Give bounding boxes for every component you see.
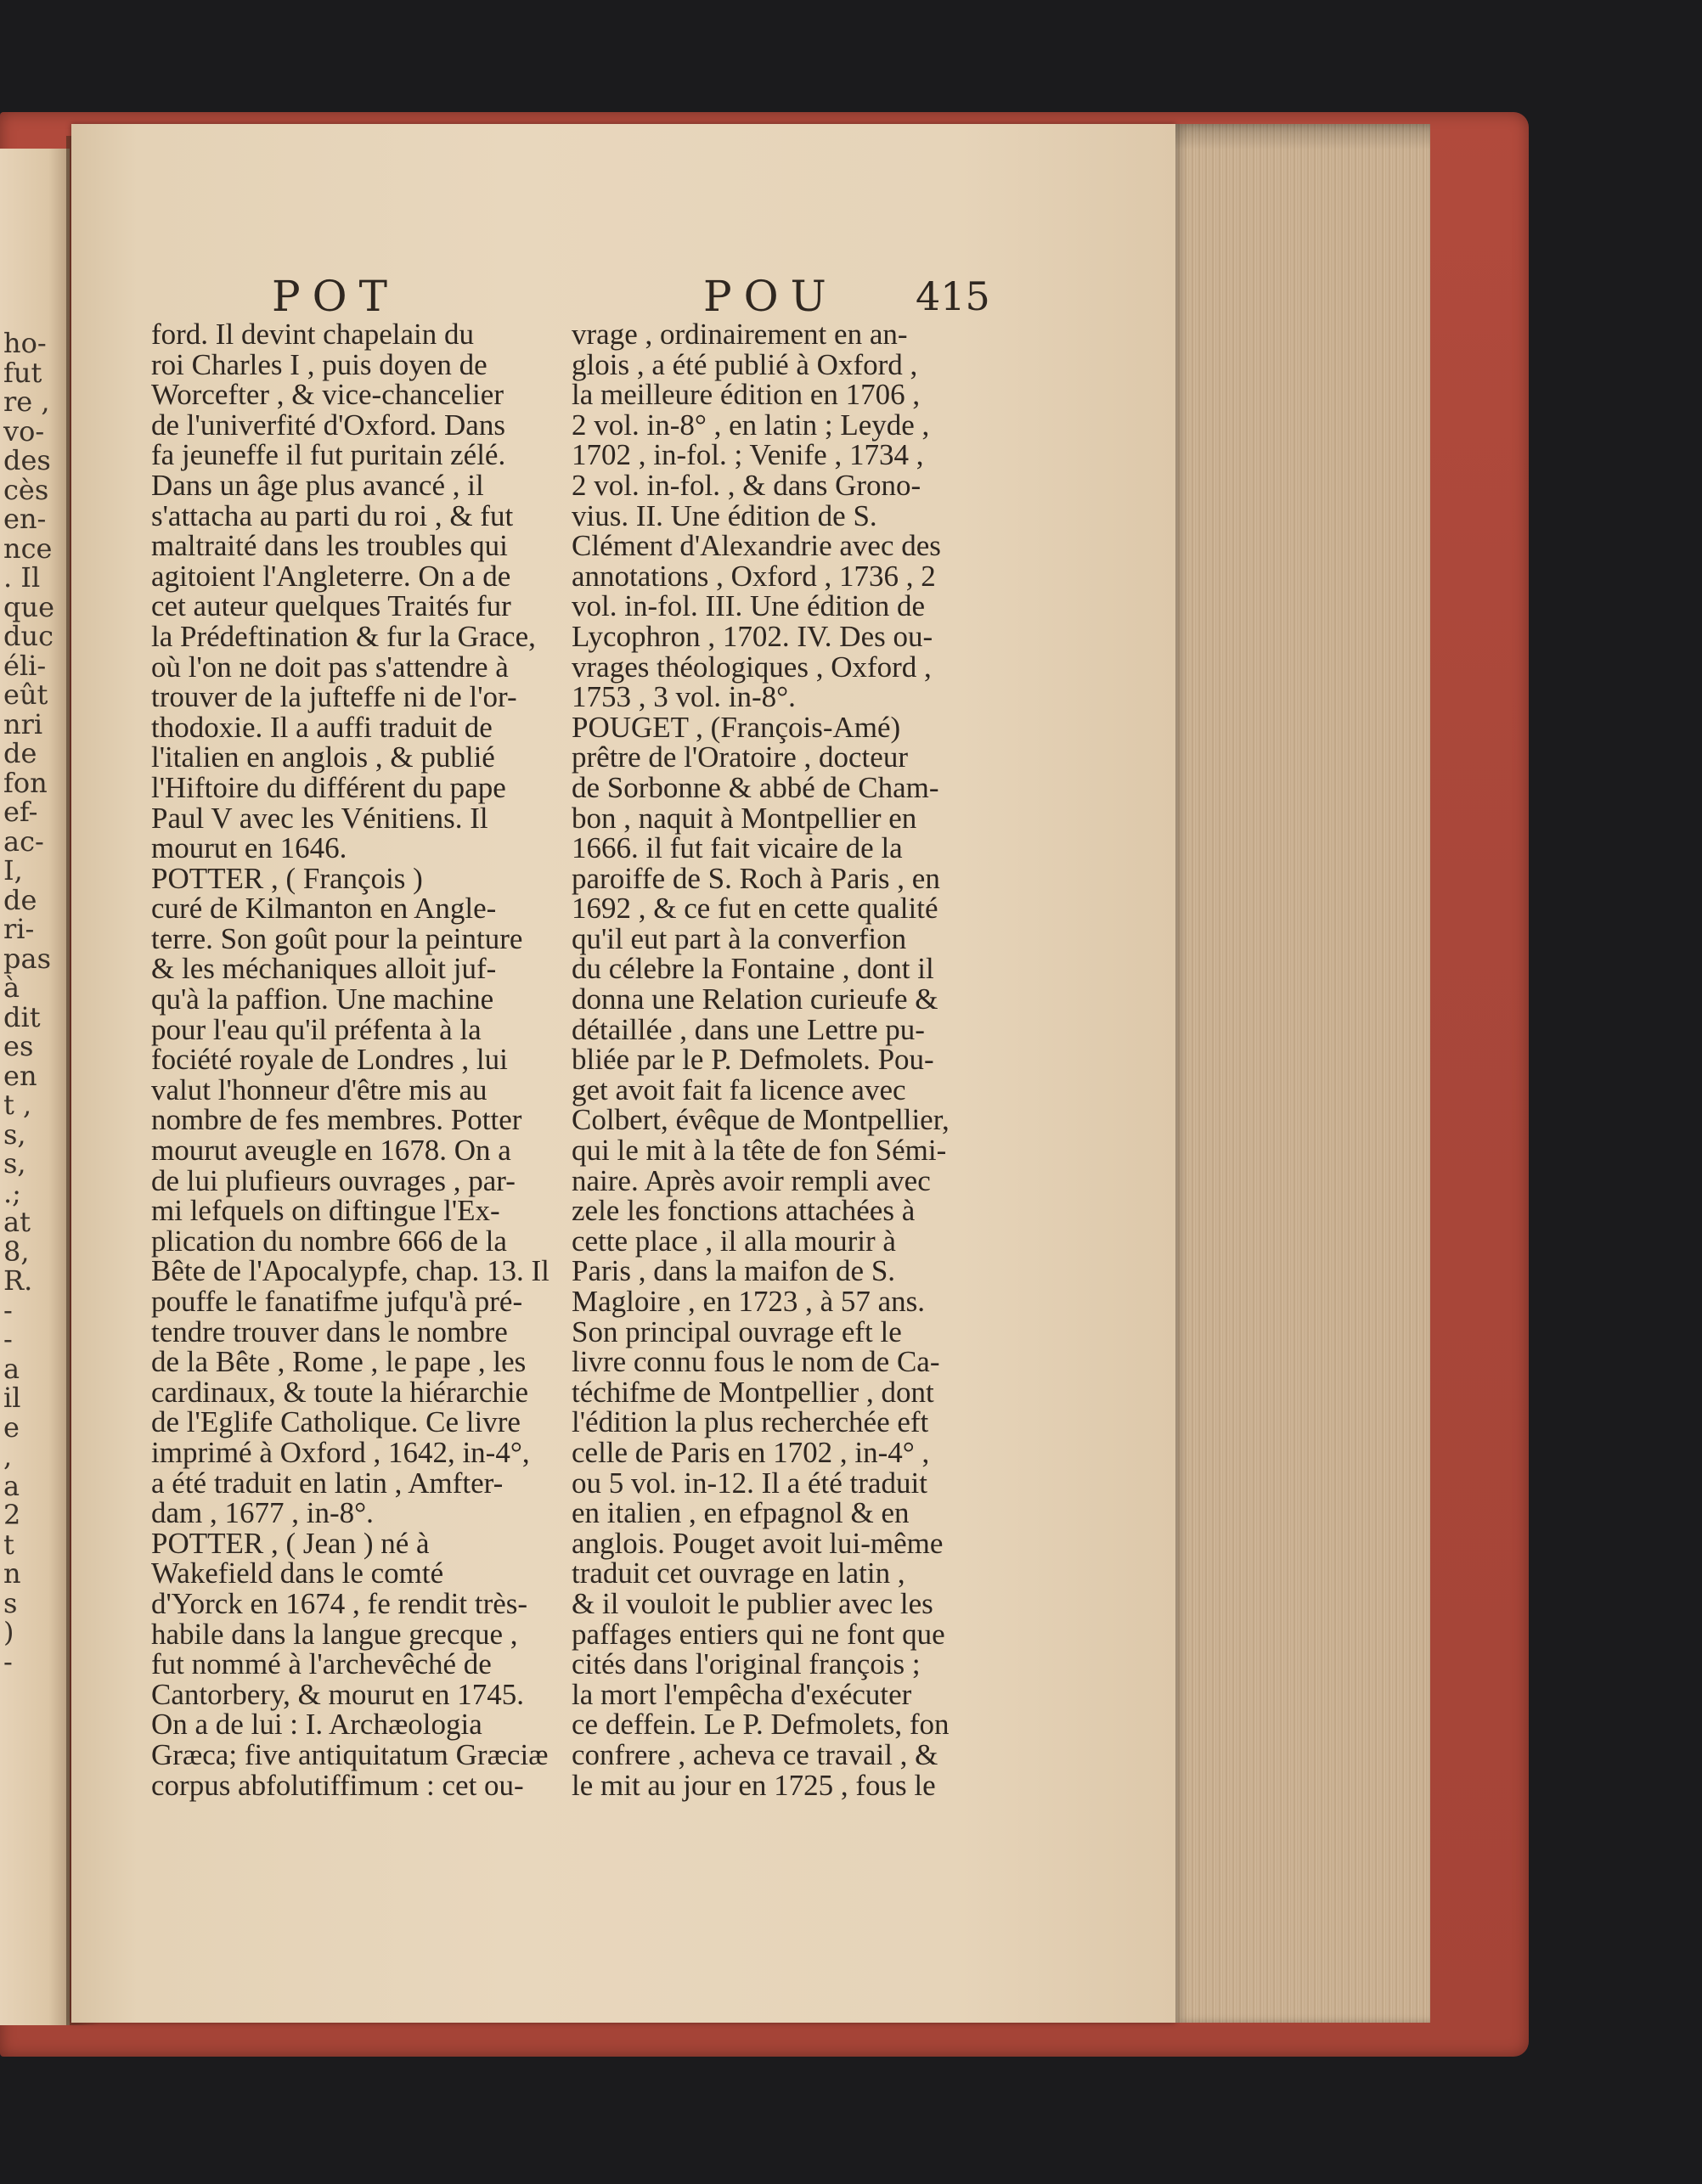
left-page-fragment: de <box>3 883 37 916</box>
text-line: l'édition la plus recherchée eft <box>572 1405 929 1439</box>
text-line: la meilleure édition en 1706 , <box>572 378 921 412</box>
left-page-fragment: re , <box>3 386 50 418</box>
left-page-fragment: éli- <box>3 649 47 682</box>
left-page-fragment: il <box>3 1382 21 1414</box>
text-line: 1666. il fut fait vicaire de la <box>572 831 903 865</box>
text-line: Clément d'Alexandrie avec des <box>572 529 941 563</box>
text-line: Son principal ouvrage eft le <box>572 1314 902 1348</box>
text-line: bon , naquit à Montpellier en <box>572 801 917 835</box>
text-line: qu'il eut part à la converfion <box>572 921 907 955</box>
text-line: s'attacha au parti du roi , & fut <box>151 498 514 532</box>
left-page-fragment: n <box>3 1557 21 1590</box>
text-line: cités dans l'original françois ; <box>572 1647 921 1681</box>
page-block-edges <box>1175 124 1430 2023</box>
text-line: de Sorbonne & abbé de Cham- <box>572 770 939 804</box>
left-page-fragment: ac- <box>3 825 44 858</box>
text-line: Dans un âge plus avancé , il <box>151 468 484 502</box>
left-page-fragment: pas <box>3 942 51 975</box>
left-page-fragment: s, <box>3 1117 26 1151</box>
left-page-fragment: eût <box>3 678 48 711</box>
page-number: 415 <box>916 273 990 319</box>
left-page-fragment: fon <box>3 766 48 799</box>
left-page-fragment: 8, <box>3 1235 30 1268</box>
left-page-fragment: ri- <box>3 913 35 945</box>
text-line: cet auteur quelques Traités fur <box>151 589 511 623</box>
text-line: POUGET , (François-Amé) <box>572 710 901 744</box>
text-line: livre connu fous le nom de Ca- <box>572 1345 940 1379</box>
text-line: cette place , il alla mourir à <box>572 1224 896 1258</box>
text-line: plication du nombre 666 de la <box>151 1224 507 1258</box>
text-line: nombre de fes membres. Potter <box>151 1103 522 1137</box>
text-line: Cantorbery, & mourut en 1745. <box>151 1677 525 1711</box>
text-line: anglois. Pouget avoit lui-même <box>572 1526 944 1560</box>
text-line: imprimé à Oxford , 1642, in-4°, <box>151 1435 530 1469</box>
left-page-fragment: duc <box>3 620 54 652</box>
left-page-fragment: cès <box>3 473 49 506</box>
left-page-fragment: . Il <box>3 561 41 594</box>
text-line: qui le mit à la tête de fon Sémi- <box>572 1134 947 1168</box>
text-line: de l'Eglife Catholique. Ce livre <box>151 1405 521 1439</box>
text-line: détaillée , dans une Lettre pu- <box>572 1012 925 1046</box>
text-line: annotations , Oxford , 1736 , 2 <box>572 559 936 593</box>
text-line: valut l'honneur d'être mis au <box>151 1072 487 1106</box>
left-page-fragment: ) <box>3 1616 14 1648</box>
text-line: zele les fonctions attachées à <box>572 1194 916 1228</box>
left-page-fragment: .; <box>3 1176 21 1209</box>
text-line: POTTER , ( François ) <box>151 861 423 895</box>
left-page-fragment: at <box>3 1206 31 1238</box>
left-page-fragment: à <box>3 971 20 1004</box>
left-page-fragment: s, <box>3 1147 26 1179</box>
text-line: dam , 1677 , in-8°. <box>151 1496 374 1530</box>
left-page-fragment: vo- <box>3 414 45 447</box>
text-line: mourut aveugle en 1678. On a <box>151 1134 511 1168</box>
running-head-left: POT <box>272 272 399 321</box>
text-line: POTTER , ( Jean ) né à <box>151 1526 430 1560</box>
left-page-fragment: a <box>3 1469 20 1502</box>
text-line: thodoxie. Il a auffi traduit de <box>151 710 493 744</box>
text-line: de lui plufieurs ouvrages , par- <box>151 1163 516 1197</box>
left-page-fragment: en <box>3 1059 37 1092</box>
left-page-fragment: a <box>3 1352 20 1385</box>
text-line: celle de Paris en 1702 , in-4° , <box>572 1435 930 1469</box>
text-line: naire. Après avoir rempli avec <box>572 1163 931 1197</box>
text-line: où l'on ne doit pas s'attendre à <box>151 650 509 684</box>
text-line: trouver de la jufteffe ni de l'or- <box>151 680 517 714</box>
text-line: paroiffe de S. Roch à Paris , en <box>572 861 940 895</box>
text-line: Græca; five antiquitatum Græciæ <box>151 1737 549 1771</box>
text-line: terre. Son goût pour la peinture <box>151 921 523 955</box>
text-line: l'italien en anglois , & publié <box>151 740 495 774</box>
text-line: donna une Relation curieufe & <box>572 982 938 1016</box>
text-line: roi Charles I , puis doyen de <box>151 347 487 381</box>
text-line: ford. Il devint chapelain du <box>151 318 475 351</box>
page-block-shadow <box>1175 124 1430 149</box>
text-line: mourut en 1646. <box>151 831 347 865</box>
text-line: agitoient l'Angleterre. On a de <box>151 559 511 593</box>
text-line: ce deffein. Le P. Defmolets, fon <box>572 1708 950 1742</box>
left-page-fragment: t , <box>3 1089 32 1121</box>
text-line: a été traduit en latin , Amfter- <box>151 1466 504 1500</box>
text-line: traduit cet ouvrage en latin , <box>572 1556 905 1590</box>
left-page-fragment: R. <box>3 1264 33 1297</box>
left-page-fragment: nri <box>3 707 43 740</box>
text-line: tendre trouver dans le nombre <box>151 1314 508 1348</box>
text-column-left <box>151 319 562 1800</box>
text-line: Paris , dans la maifon de S. <box>572 1254 896 1288</box>
text-line: curé de Kilmanton en Angle- <box>151 892 497 926</box>
text-line: cardinaux, & toute la hiérarchie <box>151 1375 529 1409</box>
left-page-fragment: I, <box>3 854 23 887</box>
text-line: fociété royale de Londres , lui <box>151 1043 508 1077</box>
text-line: de l'univerfité d'Oxford. Dans <box>151 408 505 442</box>
text-line: du célebre la Fontaine , dont il <box>572 952 934 986</box>
text-line: Colbert, évêque de Montpellier, <box>572 1103 950 1137</box>
text-line: 2 vol. in-fol. , & dans Grono- <box>572 468 921 502</box>
text-line: paffages entiers qui ne font que <box>572 1617 945 1651</box>
text-column-right <box>572 319 1020 1800</box>
text-line: Lycophron , 1702. IV. Des ou- <box>572 619 933 653</box>
text-line: & les méchaniques alloit juf- <box>151 952 497 986</box>
text-line: glois , a été publié à Oxford , <box>572 347 918 381</box>
left-page-fragment: dit <box>3 1000 41 1033</box>
text-line: vrages théologiques , Oxford , <box>572 650 932 684</box>
text-line: fa jeuneffe il fut puritain zélé. <box>151 438 506 472</box>
text-line: confrere , acheva ce travail , & <box>572 1737 938 1771</box>
text-line: bliée par le P. Defmolets. Pou- <box>572 1043 934 1077</box>
left-page-fragment: t <box>3 1528 14 1561</box>
left-page-fragment: des <box>3 444 51 476</box>
text-line: vius. II. Une édition de S. <box>572 498 877 532</box>
text-line: en italien , en efpagnol & en <box>572 1496 910 1530</box>
left-page-fragment: nce <box>3 532 53 565</box>
text-line: habile dans la langue grecque , <box>151 1617 518 1651</box>
left-page-fragment: e <box>3 1410 20 1444</box>
text-line: téchifme de Montpellier , dont <box>572 1375 934 1409</box>
text-line: vrage , ordinairement en an- <box>572 318 908 351</box>
text-line: On a de lui : I. Archæologia <box>151 1708 482 1742</box>
text-line: corpus abfolutiffimum : cet ou- <box>151 1768 524 1802</box>
text-line: maltraité dans les troubles qui <box>151 529 508 563</box>
left-page-fragment: fut <box>3 356 42 389</box>
text-line: pour l'eau qu'il préfenta à la <box>151 1012 482 1046</box>
text-line: la Prédeftination & fur la Grace, <box>151 619 536 653</box>
left-page-fragment: es <box>3 1030 34 1062</box>
left-page <box>0 149 70 2025</box>
text-line: Worcefter , & vice-chancelier <box>151 378 504 412</box>
text-line: l'Hiftoire du différent du pape <box>151 770 506 804</box>
text-line: vol. in-fol. III. Une édition de <box>572 589 926 623</box>
text-line: mi lefquels on diftingue l'Ex- <box>151 1194 500 1228</box>
text-line: fut nommé à l'archevêché de <box>151 1647 492 1681</box>
left-page-fragment: de <box>3 737 37 769</box>
text-line: Bête de l'Apocalypfe, chap. 13. Il <box>151 1254 549 1288</box>
text-line: de la Bête , Rome , le pape , les <box>151 1345 527 1379</box>
text-line: Wakefield dans le comté <box>151 1556 444 1590</box>
left-page-fragment: - <box>3 1293 13 1326</box>
text-line: get avoit fait fa licence avec <box>572 1072 906 1106</box>
left-page-fragment: - <box>3 1645 13 1678</box>
left-page-fragment: que <box>3 590 55 623</box>
text-line: la mort l'empêcha d'exécuter <box>572 1677 912 1711</box>
text-line: d'Yorck en 1674 , fe rendit très- <box>151 1586 528 1620</box>
text-line: 2 vol. in-8° , en latin ; Leyde , <box>572 408 930 442</box>
left-page-fragment: , <box>3 1440 13 1472</box>
text-line: Magloire , en 1723 , à 57 ans. <box>572 1285 926 1318</box>
text-line: 1702 , in-fol. ; Venife , 1734 , <box>572 438 924 472</box>
left-page-fragment: 2 <box>3 1499 21 1531</box>
text-line: le mit au jour en 1725 , fous le <box>572 1768 936 1802</box>
text-line: pouffe le fanatifme jufqu'à pré- <box>151 1285 523 1318</box>
text-line: 1753 , 3 vol. in-8°. <box>572 680 796 714</box>
text-line: 1692 , & ce fut en cette qualité <box>572 892 938 926</box>
left-page-fragment: en- <box>3 503 47 535</box>
left-page-fragment: s <box>3 1586 18 1619</box>
text-line: qu'à la paffion. Une machine <box>151 982 494 1016</box>
left-page-fragment: ho- <box>3 327 47 359</box>
running-head-right: POU <box>703 272 838 321</box>
text-line: ou 5 vol. in-12. Il a été traduit <box>572 1466 927 1500</box>
text-line: & il vouloit le publier avec les <box>572 1586 933 1620</box>
text-line: prêtre de l'Oratoire , docteur <box>572 740 908 774</box>
left-page-fragment: - <box>3 1323 13 1355</box>
left-page-fragment: ef- <box>3 796 38 828</box>
text-line: Paul V avec les Vénitiens. Il <box>151 801 488 835</box>
